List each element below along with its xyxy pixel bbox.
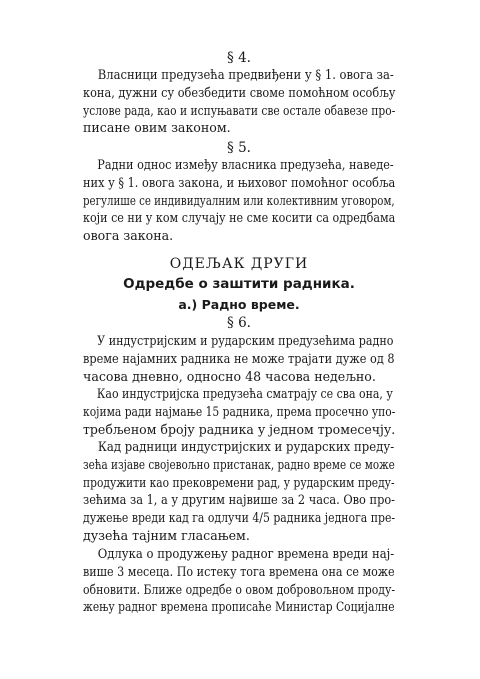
- text-line: дужење вреди кад га одлучи 4/5 радника једнога пре-: [83, 510, 396, 526]
- section-4-heading: § 4.: [227, 50, 251, 66]
- text-line: часова дневно, односно 48 часова недељно.: [83, 368, 376, 384]
- section-6-paragraph-3: [83, 438, 395, 545]
- text-line: дузећа тајним гласањем.: [83, 527, 250, 543]
- text-line: У индустријским и рударским предузећима радно: [97, 333, 394, 348]
- text-line: који се ни у ком случају не сме косити са одредбама: [83, 210, 396, 226]
- text-line: регулише се индивидуалним или колективним уговором,: [83, 192, 395, 208]
- text-line: требљеном броју радника у једном тромесечју.: [83, 421, 396, 437]
- text-line: Власници предузећа предвиђени у § 1. овога за-: [97, 67, 394, 82]
- subsection-title: а.) Радно време.: [178, 297, 300, 312]
- text-line: зећа изјаве својевољно пристанак, радно време се може: [83, 456, 395, 472]
- text-line: Као индустријска предузећа сматрају се сва она, у: [96, 386, 393, 401]
- text-line: жењу радног времена прописаће Министар Социјалне: [83, 599, 395, 615]
- section-6-paragraph-1: [83, 332, 395, 385]
- text-line: Одлука о продужењу радног времена вреди нај-: [97, 546, 395, 561]
- section-4-paragraph: [83, 66, 395, 137]
- section-6-heading: § 6.: [227, 315, 251, 331]
- text-line: зећима за 1, а у другим највише за 2 часа. Ово про-: [83, 492, 396, 508]
- text-line: више 3 месеца. По истеку тога времена она се може: [83, 563, 395, 579]
- text-line: продужити као прековремени рад, у рударским преду-: [83, 474, 395, 490]
- text-line: Кад радници индустријских и рударских преду-: [97, 439, 395, 454]
- section-6-paragraph-4: [83, 545, 395, 616]
- text-line: овога закона.: [83, 228, 174, 244]
- text-line: обновити. Ближе одредбе о овом добровољном проду-: [83, 581, 396, 597]
- text-line: услове рада, као и испуњавати све остале обавезе про-: [83, 102, 396, 118]
- section-6-paragraph-2: [83, 385, 395, 438]
- text-line: којима ради најмање 15 радника, према просечно упо-: [83, 403, 396, 419]
- section-5-heading: § 5.: [227, 140, 251, 156]
- text-line: кона, дужни су обезбедити своме помоћном особљу: [83, 84, 396, 100]
- text-line: писане овим законом.: [83, 120, 231, 136]
- part-title: ОДЕЉАК ДРУГИ: [169, 256, 309, 272]
- section-5-paragraph: [83, 156, 395, 245]
- text-line: них у § 1. овога закона, и њиховог помоћног особља: [83, 174, 396, 190]
- part-subtitle: Одредбе о заштити радника.: [123, 276, 355, 292]
- text-line: Радни однос између власника предузећа, наведе-: [97, 157, 394, 172]
- text-line: време најамних радника не може трајати дуже од 8: [83, 350, 395, 366]
